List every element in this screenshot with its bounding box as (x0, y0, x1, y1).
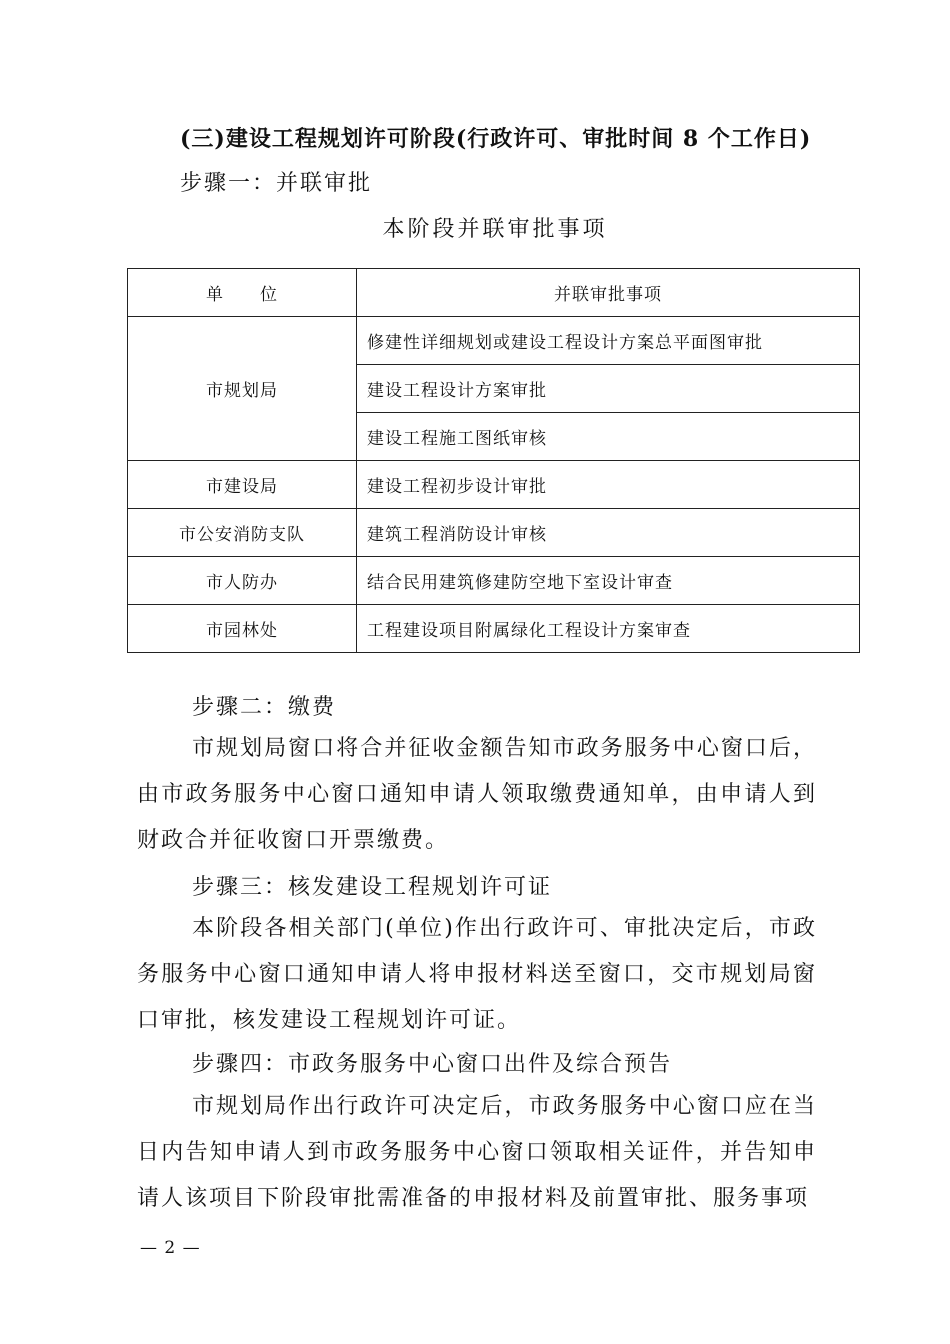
item-cell: 建筑工程消防设计审核 (357, 509, 860, 557)
step-two-body: 市规划局窗口将合并征收金额告知市政务服务中心窗口后，由市政务服务中心窗口通知申请人领取缴费通知单，由申请人到财政合并征收窗口开票缴费。 (137, 736, 817, 853)
unit-cell: 市建设局 (128, 461, 357, 509)
unit-cell: 市规划局 (128, 317, 357, 461)
item-cell: 工程建设项目附属绿化工程设计方案审查 (357, 605, 860, 653)
table-row (128, 557, 860, 605)
unit-cell: 市人防办 (128, 557, 357, 605)
page-number: — 2 — (140, 1238, 201, 1258)
step-four-body: 市规划局作出行政许可决定后，市政务服务中心窗口应在当日内告知申请人到市政务服务中心窗口领取相关证件，并告知申请人该项目下阶段审批需准备的申报材料及前置审批、服务事项 (137, 1094, 817, 1211)
step-one-title: 步骤一：并联审批 (180, 171, 373, 196)
item-cell: 建设工程初步设计审批 (357, 461, 860, 509)
step-four-title: 步骤四：市政务服务中心窗口出件及综合预告 (192, 1052, 673, 1077)
unit-cell: 市园林处 (128, 605, 357, 653)
step-three-title: 步骤三：核发建设工程规划许可证 (192, 875, 553, 900)
table-row (128, 461, 860, 509)
step-three-body: 本阶段各相关部门(单位)作出行政许可、审批决定后，市政务服务中心窗口通知申请人将申报材料送至窗口，交市规划局窗口审批，核发建设工程规划许可证。 (137, 916, 817, 1033)
unit-cell: 市公安消防支队 (128, 509, 357, 557)
section-heading: (三)建设工程规划许可阶段(行政许可、审批时间 8 个工作日) (180, 126, 812, 152)
header-unit: 单 位 (128, 269, 357, 317)
table-header-row (128, 269, 860, 317)
table-caption: 本阶段并联审批事项 (382, 217, 608, 242)
header-items: 并联审批事项 (357, 269, 860, 317)
item-cell: 建设工程设计方案审批 (357, 365, 860, 413)
approval-table (127, 268, 860, 653)
item-cell: 建设工程施工图纸审核 (357, 413, 860, 461)
item-cell: 结合民用建筑修建防空地下室设计审查 (357, 557, 860, 605)
table-row (128, 317, 860, 365)
table-row (128, 605, 860, 653)
table-row (128, 509, 860, 557)
step-two-title: 步骤二：缴费 (192, 695, 337, 720)
item-cell: 修建性详细规划或建设工程设计方案总平面图审批 (357, 317, 860, 365)
